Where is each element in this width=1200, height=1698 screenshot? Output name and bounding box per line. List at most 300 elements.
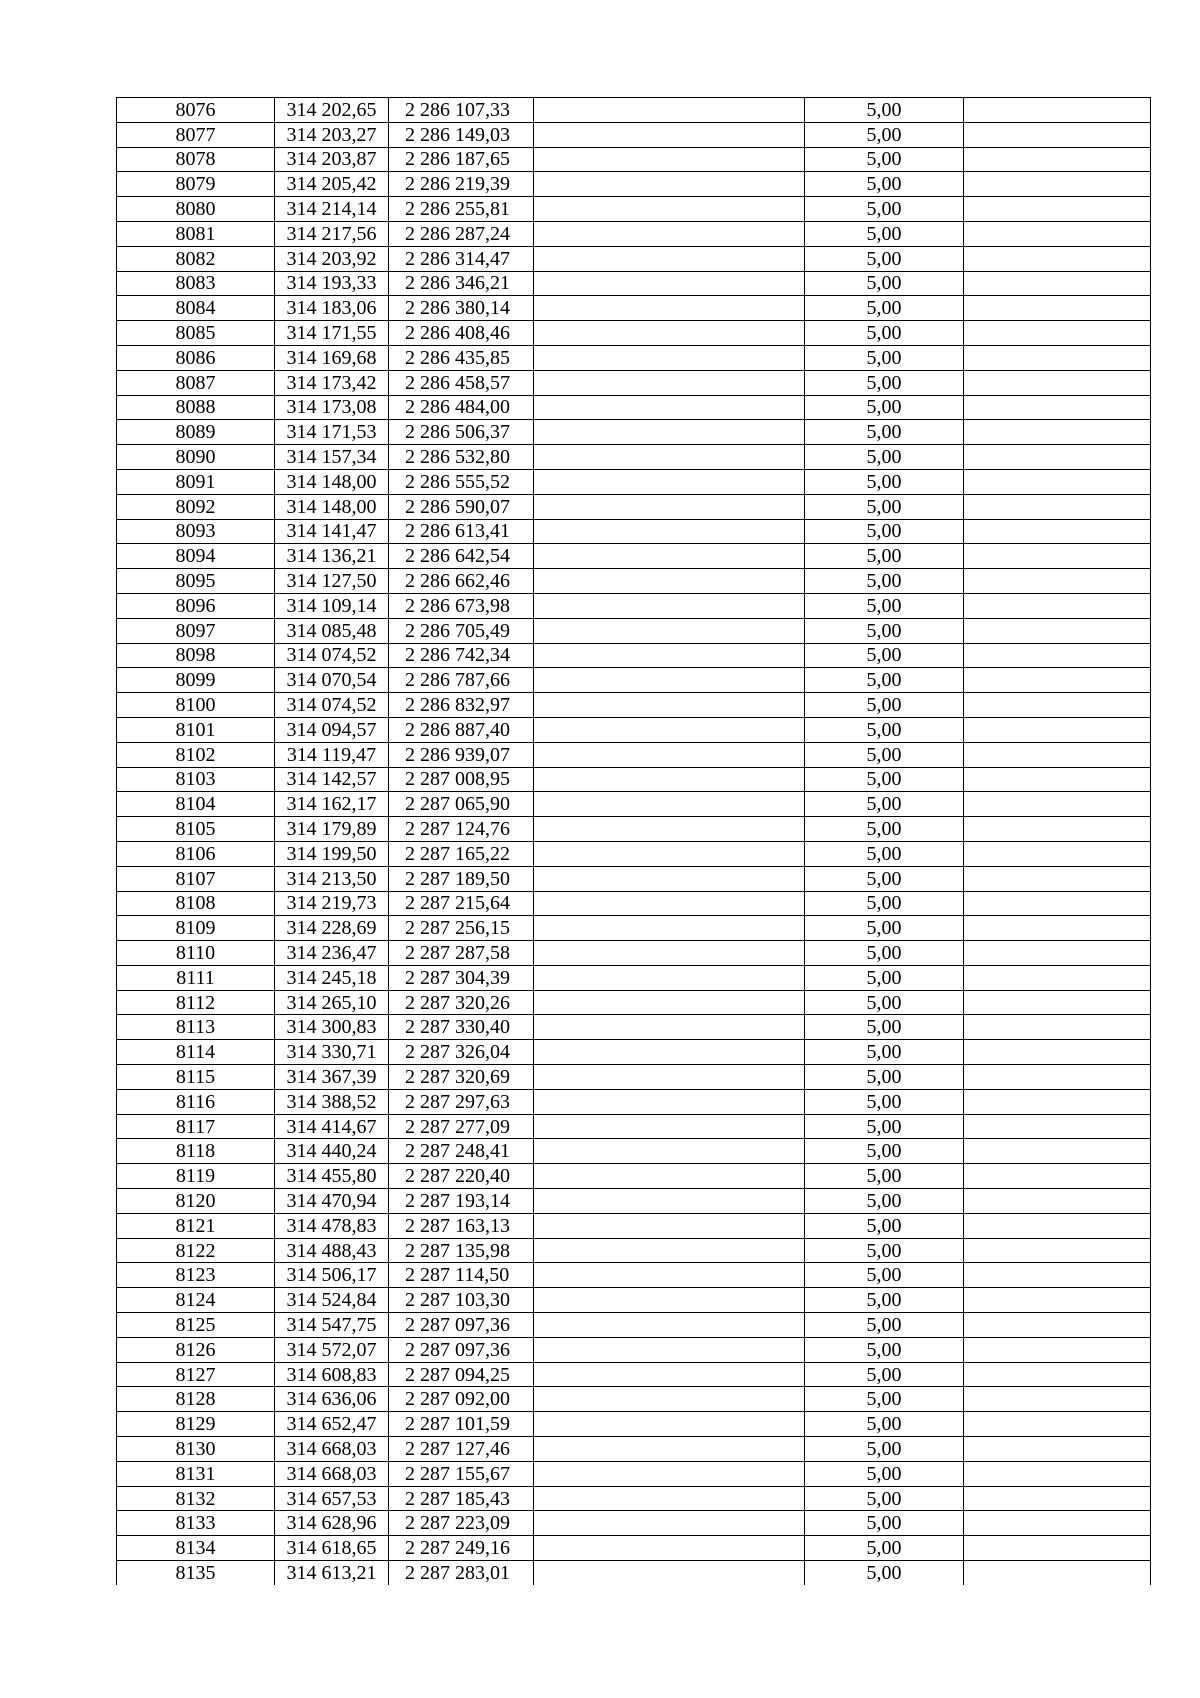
empty-cell [534, 767, 805, 792]
x-coordinate-cell: 314 217,56 [275, 221, 389, 246]
table-row [117, 593, 1151, 618]
point-number-cell: 8099 [117, 668, 275, 693]
x-coordinate-cell: 314 193,33 [275, 271, 389, 296]
point-number-cell: 8077 [117, 122, 275, 147]
value-cell: 5,00 [805, 916, 964, 941]
y-coordinate-cell: 2 287 165,22 [389, 841, 534, 866]
table-row [117, 817, 1151, 842]
y-coordinate-cell: 2 286 435,85 [389, 345, 534, 370]
empty-cell [534, 1461, 805, 1486]
y-coordinate-cell: 2 287 094,25 [389, 1362, 534, 1387]
x-coordinate-cell: 314 652,47 [275, 1412, 389, 1437]
point-number-cell: 8103 [117, 767, 275, 792]
point-number-cell: 8096 [117, 593, 275, 618]
empty-cell [964, 1114, 1151, 1139]
empty-cell [964, 990, 1151, 1015]
empty-cell [534, 593, 805, 618]
x-coordinate-cell: 314 148,00 [275, 494, 389, 519]
point-number-cell: 8130 [117, 1437, 275, 1462]
empty-cell [964, 891, 1151, 916]
table-row [117, 246, 1151, 271]
table-row [117, 792, 1151, 817]
empty-cell [964, 817, 1151, 842]
point-number-cell: 8093 [117, 519, 275, 544]
y-coordinate-cell: 2 286 107,33 [389, 98, 534, 123]
y-coordinate-cell: 2 287 256,15 [389, 916, 534, 941]
value-cell: 5,00 [805, 1511, 964, 1536]
x-coordinate-cell: 314 109,14 [275, 593, 389, 618]
point-number-cell: 8120 [117, 1189, 275, 1214]
empty-cell [964, 916, 1151, 941]
table-row [117, 1114, 1151, 1139]
x-coordinate-cell: 314 478,83 [275, 1213, 389, 1238]
y-coordinate-cell: 2 287 185,43 [389, 1486, 534, 1511]
point-number-cell: 8129 [117, 1412, 275, 1437]
empty-cell [964, 618, 1151, 643]
point-number-cell: 8119 [117, 1164, 275, 1189]
empty-cell [964, 866, 1151, 891]
empty-cell [964, 544, 1151, 569]
value-cell: 5,00 [805, 866, 964, 891]
empty-cell [534, 668, 805, 693]
empty-cell [534, 172, 805, 197]
table-row [117, 1015, 1151, 1040]
y-coordinate-cell: 2 287 193,14 [389, 1189, 534, 1214]
empty-cell [534, 1536, 805, 1561]
y-coordinate-cell: 2 287 114,50 [389, 1263, 534, 1288]
empty-cell [534, 916, 805, 941]
value-cell: 5,00 [805, 1065, 964, 1090]
y-coordinate-cell: 2 286 287,24 [389, 221, 534, 246]
table-row [117, 1486, 1151, 1511]
table-row [117, 271, 1151, 296]
y-coordinate-cell: 2 287 287,58 [389, 941, 534, 966]
value-cell: 5,00 [805, 941, 964, 966]
value-cell: 5,00 [805, 221, 964, 246]
empty-cell [964, 569, 1151, 594]
y-coordinate-cell: 2 287 304,39 [389, 965, 534, 990]
y-coordinate-cell: 2 287 101,59 [389, 1412, 534, 1437]
y-coordinate-cell: 2 286 255,81 [389, 197, 534, 222]
y-coordinate-cell: 2 286 506,37 [389, 420, 534, 445]
y-coordinate-cell: 2 287 155,67 [389, 1461, 534, 1486]
empty-cell [964, 841, 1151, 866]
table-row [117, 172, 1151, 197]
empty-cell [964, 693, 1151, 718]
empty-cell [534, 1040, 805, 1065]
empty-cell [964, 1362, 1151, 1387]
table-row [117, 1139, 1151, 1164]
empty-cell [534, 1015, 805, 1040]
empty-cell [964, 792, 1151, 817]
x-coordinate-cell: 314 213,50 [275, 866, 389, 891]
y-coordinate-cell: 2 286 149,03 [389, 122, 534, 147]
point-number-cell: 8080 [117, 197, 275, 222]
empty-cell [534, 246, 805, 271]
value-cell: 5,00 [805, 122, 964, 147]
x-coordinate-cell: 314 668,03 [275, 1437, 389, 1462]
empty-cell [534, 1189, 805, 1214]
empty-cell [534, 693, 805, 718]
value-cell: 5,00 [805, 1362, 964, 1387]
empty-cell [534, 1164, 805, 1189]
empty-cell [964, 494, 1151, 519]
value-cell: 5,00 [805, 1461, 964, 1486]
table-row [117, 1337, 1151, 1362]
y-coordinate-cell: 2 286 408,46 [389, 321, 534, 346]
empty-cell [534, 197, 805, 222]
empty-cell [964, 1263, 1151, 1288]
empty-cell [534, 221, 805, 246]
x-coordinate-cell: 314 074,52 [275, 643, 389, 668]
point-number-cell: 8104 [117, 792, 275, 817]
empty-cell [964, 1238, 1151, 1263]
y-coordinate-cell: 2 286 532,80 [389, 445, 534, 470]
y-coordinate-cell: 2 286 642,54 [389, 544, 534, 569]
point-number-cell: 8081 [117, 221, 275, 246]
empty-cell [534, 1561, 805, 1585]
value-cell: 5,00 [805, 1040, 964, 1065]
table-row [117, 1040, 1151, 1065]
value-cell: 5,00 [805, 643, 964, 668]
point-number-cell: 8123 [117, 1263, 275, 1288]
value-cell: 5,00 [805, 593, 964, 618]
table-row [117, 693, 1151, 718]
y-coordinate-cell: 2 286 555,52 [389, 469, 534, 494]
empty-cell [534, 990, 805, 1015]
y-coordinate-cell: 2 287 320,26 [389, 990, 534, 1015]
x-coordinate-cell: 314 300,83 [275, 1015, 389, 1040]
empty-cell [964, 519, 1151, 544]
table-row [117, 445, 1151, 470]
table-row [117, 420, 1151, 445]
empty-cell [964, 1536, 1151, 1561]
y-coordinate-cell: 2 287 215,64 [389, 891, 534, 916]
x-coordinate-cell: 314 157,34 [275, 445, 389, 470]
x-coordinate-cell: 314 414,67 [275, 1114, 389, 1139]
y-coordinate-cell: 2 286 458,57 [389, 370, 534, 395]
empty-cell [534, 1263, 805, 1288]
table-row [117, 891, 1151, 916]
empty-cell [534, 717, 805, 742]
point-number-cell: 8117 [117, 1114, 275, 1139]
x-coordinate-cell: 314 162,17 [275, 792, 389, 817]
value-cell: 5,00 [805, 1238, 964, 1263]
value-cell: 5,00 [805, 693, 964, 718]
table-row [117, 1561, 1151, 1585]
x-coordinate-cell: 314 613,21 [275, 1561, 389, 1585]
point-number-cell: 8094 [117, 544, 275, 569]
empty-cell [534, 1362, 805, 1387]
value-cell: 5,00 [805, 544, 964, 569]
table-row [117, 1213, 1151, 1238]
empty-cell [964, 1461, 1151, 1486]
value-cell: 5,00 [805, 172, 964, 197]
empty-cell [534, 569, 805, 594]
x-coordinate-cell: 314 136,21 [275, 544, 389, 569]
x-coordinate-cell: 314 202,65 [275, 98, 389, 123]
point-number-cell: 8082 [117, 246, 275, 271]
point-number-cell: 8109 [117, 916, 275, 941]
empty-cell [964, 1486, 1151, 1511]
point-number-cell: 8089 [117, 420, 275, 445]
table-row [117, 1412, 1151, 1437]
y-coordinate-cell: 2 287 220,40 [389, 1164, 534, 1189]
x-coordinate-cell: 314 506,17 [275, 1263, 389, 1288]
value-cell: 5,00 [805, 1486, 964, 1511]
value-cell: 5,00 [805, 370, 964, 395]
point-number-cell: 8131 [117, 1461, 275, 1486]
empty-cell [534, 742, 805, 767]
point-number-cell: 8115 [117, 1065, 275, 1090]
empty-cell [964, 395, 1151, 420]
empty-cell [534, 1412, 805, 1437]
empty-cell [534, 1213, 805, 1238]
empty-cell [964, 1313, 1151, 1338]
x-coordinate-cell: 314 636,06 [275, 1387, 389, 1412]
y-coordinate-cell: 2 287 248,41 [389, 1139, 534, 1164]
x-coordinate-cell: 314 488,43 [275, 1238, 389, 1263]
point-number-cell: 8105 [117, 817, 275, 842]
point-number-cell: 8135 [117, 1561, 275, 1585]
empty-cell [964, 1040, 1151, 1065]
empty-cell [534, 965, 805, 990]
value-cell: 5,00 [805, 965, 964, 990]
empty-cell [534, 395, 805, 420]
table-row [117, 965, 1151, 990]
table-row [117, 321, 1151, 346]
point-number-cell: 8102 [117, 742, 275, 767]
x-coordinate-cell: 314 330,71 [275, 1040, 389, 1065]
value-cell: 5,00 [805, 792, 964, 817]
x-coordinate-cell: 314 228,69 [275, 916, 389, 941]
table-row [117, 866, 1151, 891]
value-cell: 5,00 [805, 147, 964, 172]
x-coordinate-cell: 314 203,92 [275, 246, 389, 271]
point-number-cell: 8076 [117, 98, 275, 123]
table-row [117, 1164, 1151, 1189]
y-coordinate-cell: 2 286 939,07 [389, 742, 534, 767]
x-coordinate-cell: 314 236,47 [275, 941, 389, 966]
x-coordinate-cell: 314 173,42 [275, 370, 389, 395]
value-cell: 5,00 [805, 1114, 964, 1139]
y-coordinate-cell: 2 286 832,97 [389, 693, 534, 718]
empty-cell [534, 370, 805, 395]
x-coordinate-cell: 314 214,14 [275, 197, 389, 222]
empty-cell [534, 469, 805, 494]
table-row [117, 296, 1151, 321]
empty-cell [964, 1139, 1151, 1164]
empty-cell [964, 98, 1151, 123]
x-coordinate-cell: 314 245,18 [275, 965, 389, 990]
value-cell: 5,00 [805, 445, 964, 470]
table-row [117, 122, 1151, 147]
table-row [117, 544, 1151, 569]
value-cell: 5,00 [805, 1536, 964, 1561]
value-cell: 5,00 [805, 197, 964, 222]
y-coordinate-cell: 2 287 097,36 [389, 1313, 534, 1338]
table-row [117, 717, 1151, 742]
empty-cell [964, 742, 1151, 767]
table-row [117, 1536, 1151, 1561]
y-coordinate-cell: 2 286 380,14 [389, 296, 534, 321]
value-cell: 5,00 [805, 1015, 964, 1040]
value-cell: 5,00 [805, 1189, 964, 1214]
point-number-cell: 8088 [117, 395, 275, 420]
empty-cell [534, 1337, 805, 1362]
empty-cell [964, 172, 1151, 197]
y-coordinate-cell: 2 286 484,00 [389, 395, 534, 420]
table-row [117, 395, 1151, 420]
table-row [117, 990, 1151, 1015]
y-coordinate-cell: 2 287 127,46 [389, 1437, 534, 1462]
empty-cell [534, 1139, 805, 1164]
value-cell: 5,00 [805, 469, 964, 494]
empty-cell [534, 98, 805, 123]
empty-cell [964, 965, 1151, 990]
empty-cell [534, 147, 805, 172]
table-row [117, 1437, 1151, 1462]
x-coordinate-cell: 314 455,80 [275, 1164, 389, 1189]
point-number-cell: 8084 [117, 296, 275, 321]
point-number-cell: 8107 [117, 866, 275, 891]
empty-cell [534, 817, 805, 842]
point-number-cell: 8100 [117, 693, 275, 718]
point-number-cell: 8092 [117, 494, 275, 519]
empty-cell [964, 271, 1151, 296]
point-number-cell: 8108 [117, 891, 275, 916]
table-row [117, 1461, 1151, 1486]
empty-cell [964, 1089, 1151, 1114]
value-cell: 5,00 [805, 1164, 964, 1189]
x-coordinate-cell: 314 148,00 [275, 469, 389, 494]
x-coordinate-cell: 314 219,73 [275, 891, 389, 916]
x-coordinate-cell: 314 205,42 [275, 172, 389, 197]
value-cell: 5,00 [805, 767, 964, 792]
x-coordinate-cell: 314 070,54 [275, 668, 389, 693]
table-row [117, 1362, 1151, 1387]
empty-cell [964, 321, 1151, 346]
y-coordinate-cell: 2 287 008,95 [389, 767, 534, 792]
table-row [117, 668, 1151, 693]
x-coordinate-cell: 314 657,53 [275, 1486, 389, 1511]
empty-cell [534, 941, 805, 966]
y-coordinate-cell: 2 286 662,46 [389, 569, 534, 594]
point-number-cell: 8121 [117, 1213, 275, 1238]
value-cell: 5,00 [805, 296, 964, 321]
empty-cell [534, 841, 805, 866]
y-coordinate-cell: 2 286 673,98 [389, 593, 534, 618]
empty-cell [964, 370, 1151, 395]
point-number-cell: 8126 [117, 1337, 275, 1362]
empty-cell [964, 246, 1151, 271]
point-number-cell: 8113 [117, 1015, 275, 1040]
empty-cell [534, 494, 805, 519]
table-row [117, 494, 1151, 519]
table-row [117, 1511, 1151, 1536]
value-cell: 5,00 [805, 1263, 964, 1288]
empty-cell [964, 717, 1151, 742]
y-coordinate-cell: 2 286 219,39 [389, 172, 534, 197]
table-row [117, 1263, 1151, 1288]
x-coordinate-cell: 314 127,50 [275, 569, 389, 594]
point-number-cell: 8085 [117, 321, 275, 346]
table-row [117, 1387, 1151, 1412]
x-coordinate-cell: 314 547,75 [275, 1313, 389, 1338]
table-row [117, 197, 1151, 222]
x-coordinate-cell: 314 179,89 [275, 817, 389, 842]
table-row [117, 1288, 1151, 1313]
point-number-cell: 8134 [117, 1536, 275, 1561]
empty-cell [964, 420, 1151, 445]
y-coordinate-cell: 2 286 787,66 [389, 668, 534, 693]
empty-cell [534, 271, 805, 296]
x-coordinate-cell: 314 628,96 [275, 1511, 389, 1536]
value-cell: 5,00 [805, 1437, 964, 1462]
empty-cell [964, 941, 1151, 966]
point-number-cell: 8097 [117, 618, 275, 643]
y-coordinate-cell: 2 287 297,63 [389, 1089, 534, 1114]
value-cell: 5,00 [805, 668, 964, 693]
point-number-cell: 8079 [117, 172, 275, 197]
value-cell: 5,00 [805, 321, 964, 346]
x-coordinate-cell: 314 440,24 [275, 1139, 389, 1164]
point-number-cell: 8078 [117, 147, 275, 172]
value-cell: 5,00 [805, 1139, 964, 1164]
value-cell: 5,00 [805, 98, 964, 123]
value-cell: 5,00 [805, 1213, 964, 1238]
x-coordinate-cell: 314 265,10 [275, 990, 389, 1015]
point-number-cell: 8083 [117, 271, 275, 296]
point-number-cell: 8106 [117, 841, 275, 866]
y-coordinate-cell: 2 286 590,07 [389, 494, 534, 519]
point-number-cell: 8095 [117, 569, 275, 594]
value-cell: 5,00 [805, 817, 964, 842]
empty-cell [964, 122, 1151, 147]
empty-cell [534, 544, 805, 569]
empty-cell [534, 643, 805, 668]
value-cell: 5,00 [805, 990, 964, 1015]
empty-cell [964, 1387, 1151, 1412]
table-row [117, 1238, 1151, 1263]
x-coordinate-cell: 314 203,87 [275, 147, 389, 172]
value-cell: 5,00 [805, 271, 964, 296]
value-cell: 5,00 [805, 891, 964, 916]
table-row [117, 643, 1151, 668]
y-coordinate-cell: 2 286 742,34 [389, 643, 534, 668]
empty-cell [534, 445, 805, 470]
y-coordinate-cell: 2 287 135,98 [389, 1238, 534, 1263]
coordinates-table-body [117, 98, 1151, 1585]
empty-cell [964, 1213, 1151, 1238]
empty-cell [534, 1238, 805, 1263]
point-number-cell: 8114 [117, 1040, 275, 1065]
y-coordinate-cell: 2 287 223,09 [389, 1511, 534, 1536]
empty-cell [534, 891, 805, 916]
y-coordinate-cell: 2 287 330,40 [389, 1015, 534, 1040]
table-row [117, 1313, 1151, 1338]
point-number-cell: 8125 [117, 1313, 275, 1338]
empty-cell [534, 792, 805, 817]
value-cell: 5,00 [805, 395, 964, 420]
y-coordinate-cell: 2 286 613,41 [389, 519, 534, 544]
empty-cell [534, 1313, 805, 1338]
value-cell: 5,00 [805, 494, 964, 519]
empty-cell [964, 1437, 1151, 1462]
x-coordinate-cell: 314 524,84 [275, 1288, 389, 1313]
empty-cell [534, 1114, 805, 1139]
empty-cell [964, 296, 1151, 321]
